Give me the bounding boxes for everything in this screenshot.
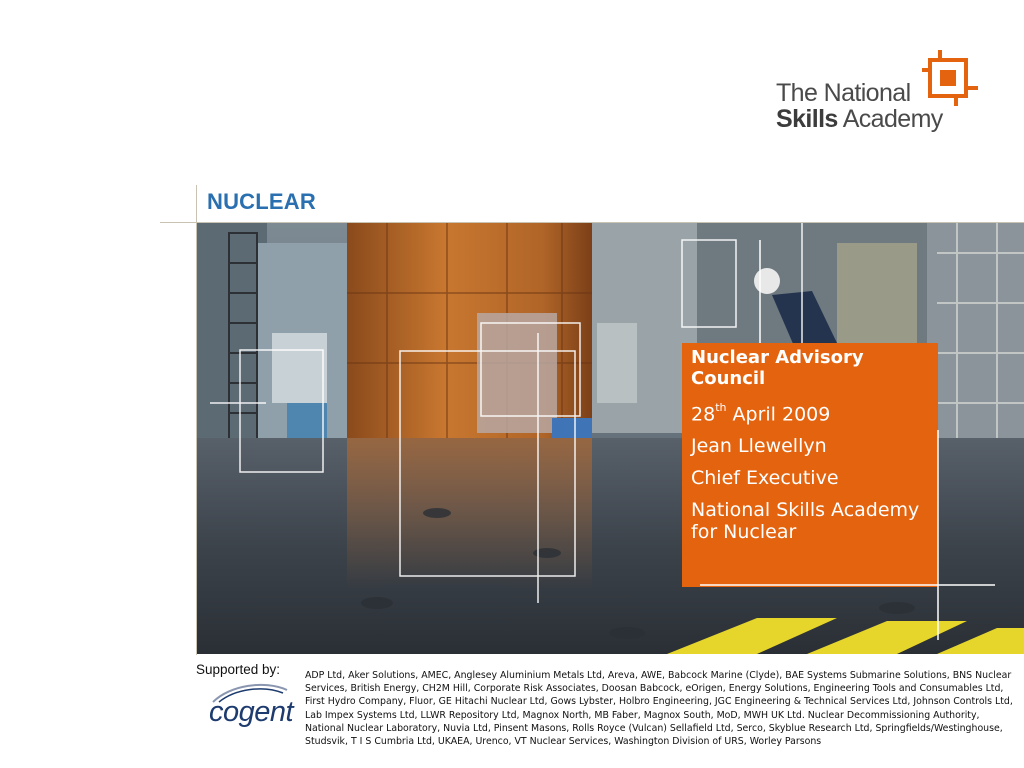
logo-line-1: The National — [776, 79, 911, 107]
meeting-heading: Nuclear Advisory Council — [691, 347, 864, 389]
supporters-list: ADP Ltd, Aker Solutions, AMEC, Anglesey Aluminium Metals Ltd, Areva, AWE, Babcock Marine (Clyde), BAE Systems Submarine Solutions, BNS Nuclear Services, British Energy, CH2M Hill, Corporate Risk Associates, Doosan Babcock, eOrigen, Energy Solutions, Engineering Tools and Consumables Ltd, First Hydro Company, Fluor, GE Hitachi Nuclear Ltd, Gows Lybster, Holbro Engineering, JGC Engineering & Technical Services Ltd, Johnson Controls Ltd, Lab Impex Systems Ltd, LLWR Repository Ltd, Magnox North, MB Faber, Magnox South, MoD, MWH UK Ltd. Nuclear Decommissioning Authority, National Nuclear Laboratory, Nuvia Ltd, Pinsent Masons, Rolls Royce (Vulcan) Sellafield Ltd, Serco, Skyblue Research Ltd, Springfields/Westinghouse, Studsvik, T I S Cumbria Ltd, UKAEA, Urenco, VT Nuclear Services, Washington Division of URS, Worley Parsons — [305, 670, 1013, 748]
page-title: NUCLEAR — [207, 189, 316, 214]
presenter-organisation: National Skills Academy for Nuclear — [691, 499, 920, 544]
cogent-wordmark: cogent — [209, 696, 294, 728]
presenter-name: Jean Llewellyn — [691, 435, 827, 458]
cogent-logo — [205, 680, 295, 736]
date-suffix: th — [715, 401, 727, 414]
logo-skills-word: Skills — [776, 105, 838, 133]
logo-academy-word: Academy — [837, 105, 943, 133]
date-rest: April 2009 — [726, 403, 831, 426]
supported-by-label: Supported by: — [196, 662, 281, 677]
presenter-role: Chief Executive — [691, 467, 839, 490]
date-day: 28 — [691, 403, 716, 426]
